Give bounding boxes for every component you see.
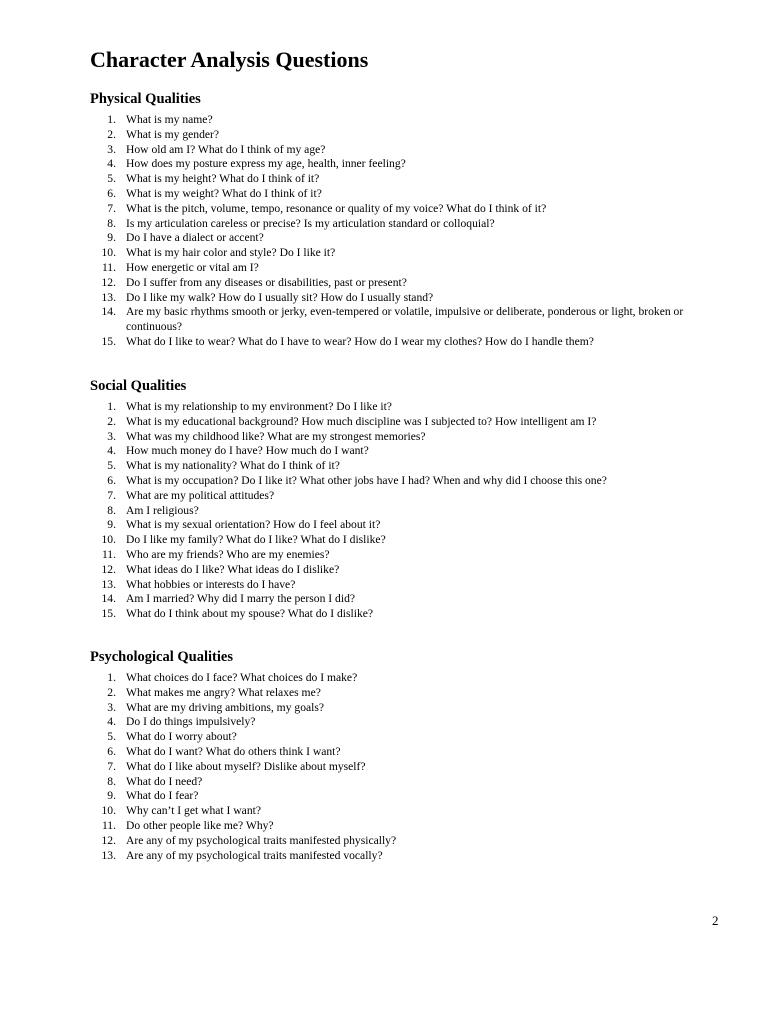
section-psychological-qualities — [90, 648, 700, 863]
question-number: 7. — [107, 759, 116, 773]
question-number: 3. — [107, 142, 116, 156]
question-text: What are my political attitudes? — [126, 488, 275, 502]
question-text: Do I do things impulsively? — [126, 715, 256, 729]
question-text: Am I religious? — [126, 503, 199, 517]
question-item — [90, 261, 700, 276]
question-text: What do I think about my spouse? What do I dislike? — [126, 607, 374, 621]
question-number: 15. — [101, 607, 116, 621]
question-number: 3. — [107, 700, 116, 714]
question-item — [90, 849, 700, 864]
question-number: 8. — [107, 216, 116, 230]
question-item — [90, 202, 700, 217]
question-item — [90, 335, 700, 350]
question-text: Are my basic rhythms smooth or jerky, even-tempered or volatile, impulsive or deliberate, ponderous or light, broken or continuous? — [126, 305, 684, 334]
question-text: What was my childhood like? What are my strongest memories? — [126, 429, 426, 443]
question-item — [90, 607, 700, 622]
question-number: 9. — [107, 518, 116, 532]
question-number: 2. — [107, 685, 116, 699]
question-text: How much money do I have? How much do I want? — [126, 444, 369, 458]
question-text: Are any of my psychological traits manifested physically? — [126, 833, 397, 847]
question-text: Do other people like me? Why? — [126, 818, 274, 832]
question-number: 4. — [107, 715, 116, 729]
question-text: What is my name? — [126, 113, 213, 126]
page-number: 2 — [712, 913, 719, 928]
question-number: 11. — [101, 260, 116, 274]
question-number: 14. — [101, 592, 116, 606]
question-item — [90, 128, 700, 143]
section-physical-qualities — [90, 90, 700, 350]
question-number: 5. — [107, 730, 116, 744]
question-item — [90, 504, 700, 519]
question-item — [90, 804, 700, 819]
question-number: 10. — [101, 804, 116, 818]
question-item — [90, 533, 700, 548]
question-text: What do I want? What do others think I want? — [126, 744, 341, 758]
question-item — [90, 291, 700, 306]
question-item — [90, 231, 700, 246]
question-number: 9. — [107, 789, 116, 803]
question-text: Why can’t I get what I want? — [126, 804, 261, 818]
question-text: What do I fear? — [126, 789, 199, 803]
question-text: What are my driving ambitions, my goals? — [126, 700, 325, 714]
question-number: 2. — [107, 127, 116, 141]
question-item — [90, 305, 700, 335]
question-item — [90, 671, 700, 686]
question-number: 1. — [107, 113, 116, 126]
question-text: What is my educational background? How much discipline was I subjected to? How intelligent am I? — [126, 414, 597, 428]
question-item — [90, 143, 700, 158]
question-text: What is my height? What do I think of it? — [126, 172, 320, 186]
question-text: How does my posture express my age, health, inner feeling? — [126, 157, 406, 171]
question-number: 12. — [101, 833, 116, 847]
question-item — [90, 113, 700, 128]
question-text: What makes me angry? What relaxes me? — [126, 685, 321, 699]
question-text: What do I worry about? — [126, 730, 237, 744]
question-item — [90, 701, 700, 716]
question-text: Do I like my family? What do I like? What do I dislike? — [126, 533, 386, 547]
question-number: 5. — [107, 459, 116, 473]
question-number: 5. — [107, 172, 116, 186]
question-text: What ideas do I like? What ideas do I dislike? — [126, 562, 340, 576]
question-item — [90, 415, 700, 430]
question-number: 13. — [101, 577, 116, 591]
question-text: What is my occupation? Do I like it? What other jobs have I had? When and why did I choose this one? — [126, 473, 607, 487]
question-text: How old am I? What do I think of my age? — [126, 142, 326, 156]
question-item — [90, 789, 700, 804]
question-text: What is the pitch, volume, tempo, resonance or quality of my voice? What do I think of it? — [126, 201, 547, 215]
question-number: 8. — [107, 774, 116, 788]
question-text: Do I have a dialect or accent? — [126, 231, 264, 245]
question-number: 11. — [101, 547, 116, 561]
question-number: 6. — [107, 473, 116, 487]
question-text: Am I married? Why did I marry the person I did? — [126, 592, 356, 606]
question-text: What do I like about myself? Dislike about myself? — [126, 759, 366, 773]
question-item — [90, 187, 700, 202]
question-number: 3. — [107, 429, 116, 443]
question-item — [90, 459, 700, 474]
question-item — [90, 246, 700, 261]
question-item — [90, 563, 700, 578]
question-item — [90, 760, 700, 775]
question-number: 14. — [101, 305, 116, 319]
section-heading: Psychological Qualities — [90, 649, 233, 665]
question-number: 10. — [101, 246, 116, 260]
question-item — [90, 489, 700, 504]
question-number: 1. — [107, 671, 116, 684]
question-item — [90, 819, 700, 834]
question-text: What do I need? — [126, 774, 203, 788]
question-text: What hobbies or interests do I have? — [126, 577, 296, 591]
question-text: What do I like to wear? What do I have to wear? How do I wear my clothes? How do I handle them? — [126, 334, 594, 348]
section-heading: Social Qualities — [90, 378, 187, 394]
section-heading: Physical Qualities — [90, 91, 201, 107]
section-social-qualities — [90, 377, 700, 622]
question-item — [90, 217, 700, 232]
question-item — [90, 834, 700, 849]
question-number: 12. — [101, 275, 116, 289]
question-number: 2. — [107, 414, 116, 428]
question-number: 4. — [107, 157, 116, 171]
question-item — [90, 578, 700, 593]
question-item — [90, 745, 700, 760]
question-number: 10. — [101, 533, 116, 547]
question-number: 6. — [107, 744, 116, 758]
question-number: 6. — [107, 186, 116, 200]
question-number: 8. — [107, 503, 116, 517]
question-item — [90, 775, 700, 790]
question-text: What is my hair color and style? Do I like it? — [126, 246, 336, 260]
question-list — [90, 400, 700, 622]
document-title: Character Analysis Questions — [90, 47, 369, 72]
question-item — [90, 518, 700, 533]
question-item — [90, 400, 700, 415]
question-item — [90, 715, 700, 730]
question-item — [90, 592, 700, 607]
question-item — [90, 474, 700, 489]
question-text: Are any of my psychological traits manifested vocally? — [126, 848, 383, 862]
question-item — [90, 686, 700, 701]
question-number: 7. — [107, 488, 116, 502]
question-item — [90, 548, 700, 563]
question-number: 13. — [101, 848, 116, 862]
question-text: What choices do I face? What choices do I make? — [126, 671, 358, 684]
question-list — [90, 671, 700, 863]
question-text: Do I suffer from any diseases or disabilities, past or present? — [126, 275, 407, 289]
question-number: 7. — [107, 201, 116, 215]
question-number: 13. — [101, 290, 116, 304]
question-number: 9. — [107, 231, 116, 245]
question-item — [90, 276, 700, 291]
question-number: 15. — [101, 334, 116, 348]
question-text: Who are my friends? Who are my enemies? — [126, 547, 330, 561]
question-item — [90, 730, 700, 745]
question-item — [90, 172, 700, 187]
question-text: What is my nationality? What do I think of it? — [126, 459, 340, 473]
question-text: What is my relationship to my environment? Do I like it? — [126, 400, 392, 413]
question-list — [90, 113, 700, 350]
question-text: What is my sexual orientation? How do I feel about it? — [126, 518, 381, 532]
question-text: How energetic or vital am I? — [126, 260, 259, 274]
question-number: 1. — [107, 400, 116, 413]
question-text: Is my articulation careless or precise? Is my articulation standard or colloquial? — [126, 216, 495, 230]
question-text: Do I like my walk? How do I usually sit? How do I usually stand? — [126, 290, 434, 304]
question-number: 4. — [107, 444, 116, 458]
question-item — [90, 157, 700, 172]
question-text: What is my weight? What do I think of it? — [126, 186, 322, 200]
question-number: 12. — [101, 562, 116, 576]
question-item — [90, 444, 700, 459]
question-item — [90, 430, 700, 445]
question-number: 11. — [101, 818, 116, 832]
question-text: What is my gender? — [126, 127, 220, 141]
